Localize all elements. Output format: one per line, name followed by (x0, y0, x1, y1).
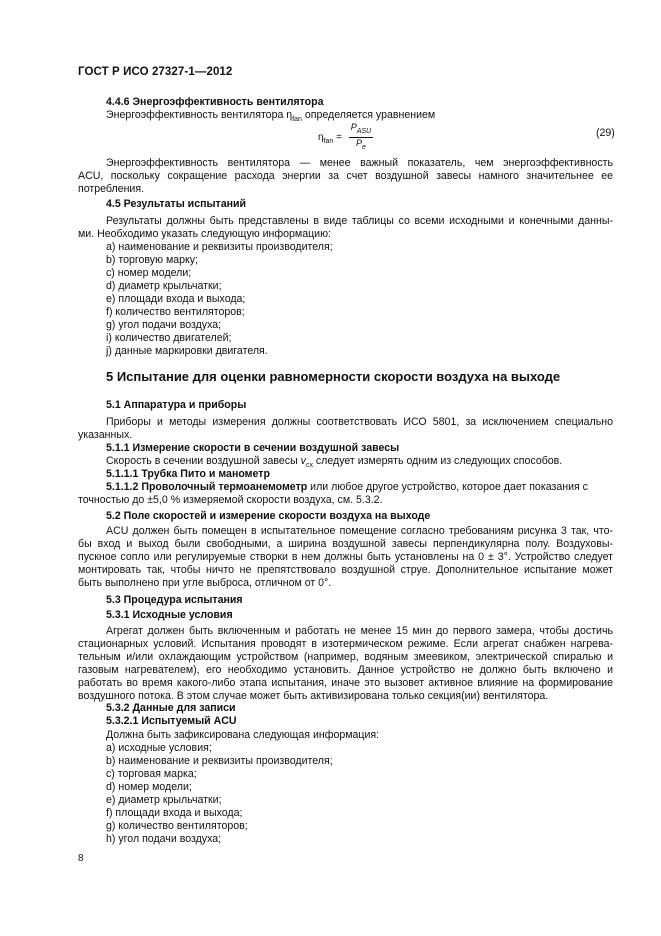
paragraph-line: монтировать так, чтобы ничто не препятствовало воздушной струе. Дополнительное испытание может (78, 564, 613, 576)
paragraph-line: Энергоэффективность вентилятора — менее важный показатель, чем энергоэффективность (106, 157, 613, 169)
list-item: g) угол подачи воздуха; (106, 319, 222, 331)
paragraph-line: воздушного потока. В этом случае может быть активизирована только секция(ии) вентилятора. (78, 690, 549, 702)
list-item: e) площади входа и выхода; (106, 293, 246, 305)
paragraph-line: 5.1.1.2 Проволочный термоанемометр или любое другое устройство, которое дает показания с (106, 481, 588, 493)
paragraph-line: Агрегат должен быть включенным и работать не менее 15 мин до первого замера, чтобы достичь (106, 625, 613, 637)
section-5-1-1-1-title: 5.1.1.1 Трубка Пито и манометр (106, 468, 270, 480)
equation-29: $\eta_{fan}$ = $\frac{P_{ASU}}{P_e}$ (318, 122, 372, 151)
list-item: d) номер модели; (106, 781, 192, 793)
paragraph-line: ACU должен быть помещен в испытательное помещение согласно требованиям рисунка 3 так, что- (106, 525, 613, 537)
list-item: h) угол подачи воздуха; (106, 833, 222, 845)
list-item: b) торговую марку; (106, 254, 199, 266)
list-item: a) наименование и реквизиты производителя; (106, 241, 333, 253)
paragraph-line: ACU, поскольку сокращение расхода энергии за счет воздушной завесы намного значительнее ее (78, 170, 613, 182)
paragraph-line: Приборы и методы измерения должны соответствовать ИСО 5801, за исключением специально (106, 416, 613, 428)
list-item: e) диаметр крыльчатки; (106, 794, 222, 806)
section-5-3-1-title: 5.3.1 Исходные условия (106, 609, 233, 621)
section-4-4-6-title: 4.4.6 Энергоэффективность вентилятора (106, 96, 324, 108)
list-item: a) исходные условия; (106, 742, 212, 754)
equation-number: (29) (596, 127, 615, 139)
section-5-1-title: 5.1 Аппаратура и приборы (106, 399, 247, 411)
list-item: j) данные маркировки двигателя. (106, 345, 268, 357)
list-item: d) диаметр крыльчатки; (106, 280, 222, 292)
paragraph-line: потребления. (78, 183, 145, 195)
page-number: 8 (78, 853, 84, 864)
section-5-3-title: 5.3 Процедура испытания (106, 594, 243, 606)
paragraph-line: работать во время какого-либо этапа испытания, иначе это вызовет активное влияние на формирование (78, 677, 613, 689)
list-item: f) площади входа и выхода; (106, 807, 243, 819)
document-header: ГОСТ Р ИСО 27327-1—2012 (78, 66, 233, 78)
section-5-1-1-title: 5.1.1 Измерение скорости в сечении воздушной завесы (106, 442, 400, 454)
paragraph-line: ми. Необходимо указать следующую информацию: (78, 228, 331, 240)
paragraph-line: Результаты должны быть представлены в виде таблицы со всеми исходными и конечными данны- (106, 215, 613, 227)
section-4-4-6-intro: Энергоэффективность вентилятора $\eta_{fan}$ определяется уравнением (106, 109, 436, 124)
paragraph-line: Скорость в сечении воздушной завесы $v_{сх}$ следует измерять одним из следующих способов. (106, 455, 563, 470)
list-item: f) количество вентиляторов; (106, 306, 245, 318)
section-5-heading: 5 Испытание для оценки равномерности скорости воздуха на выходе (106, 369, 561, 384)
paragraph-line: тельным и/или охлаждающим устройством (например, водяным змеевиком, электрической спиралью и (78, 651, 613, 663)
paragraph-line: пускное сопло или регулируемые створки в нем должны быть установлены на 0 ± 3°. Устройство следует (78, 551, 613, 563)
paragraph-line: Должна быть зафиксирована следующая информация: (106, 729, 380, 741)
paragraph-line: указанных. (78, 429, 133, 441)
paragraph-line: быть выполнено при угле выброса, отличном от 0°. (78, 577, 332, 589)
paragraph-line: бы вход и выход были свободными, а ширина воздушной завесы перпендикулярна полу. Воздуховы- (78, 538, 613, 550)
section-5-3-2-title: 5.3.2 Данные для записи (106, 702, 236, 714)
list-item: g) количество вентиляторов; (106, 820, 248, 832)
section-5-2-title: 5.2 Поле скоростей и измерение скорости воздуха на выходе (106, 510, 431, 522)
list-item: c) торговая марка; (106, 768, 197, 780)
list-item: b) наименование и реквизиты производителя; (106, 755, 333, 767)
list-item: c) номер модели; (106, 267, 192, 279)
paragraph-line: точностью до ±5,0 % измеряемой скорости воздуха, см. 5.3.2. (78, 494, 383, 506)
section-5-3-2-1-title: 5.3.2.1 Испытуемый ACU (106, 715, 237, 727)
list-item: i) количество двигателей; (106, 332, 232, 344)
paragraph-line: стационарных условий. Испытания проводят в изотермическом режиме. Если агрегат снабжен нагрева- (78, 638, 613, 650)
paragraph-line: газовым нагревателем), его необходимо установить. Данное устройство не должно быть включено и (78, 664, 613, 676)
section-4-5-title: 4.5 Результаты испытаний (106, 198, 247, 210)
